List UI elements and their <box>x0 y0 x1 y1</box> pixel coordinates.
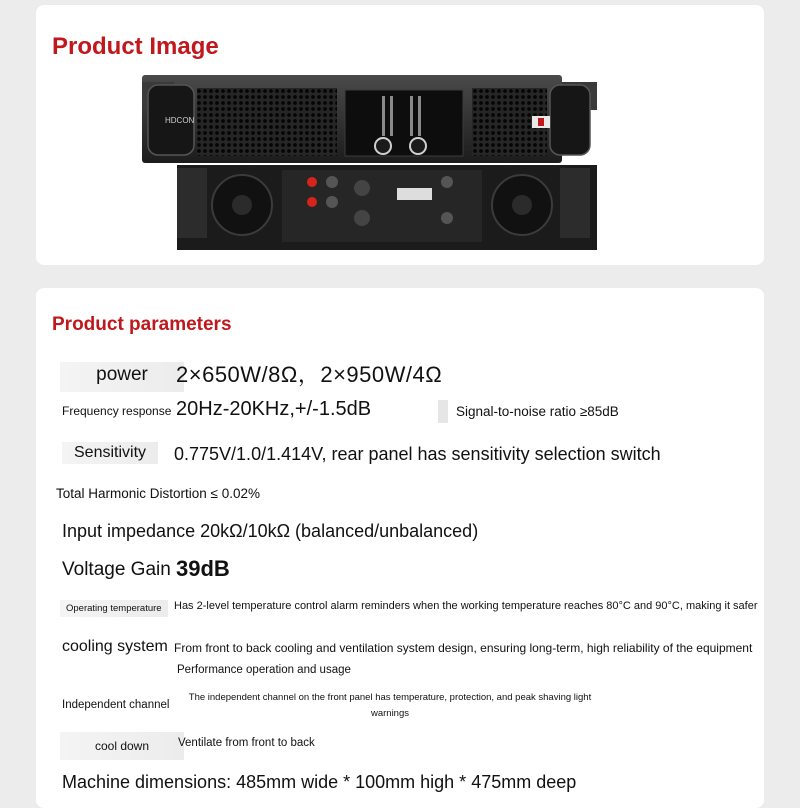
cooling-system-value: From front to back cooling and ventilation system design, ensuring long-term, high reliability of the equipment <box>174 641 753 655</box>
machine-dimensions: Machine dimensions: 485mm wide * 100mm high * 475mm deep <box>62 772 577 792</box>
product-image-title: Product Image <box>52 33 219 60</box>
svg-text:HDCON: HDCON <box>165 116 195 125</box>
independent-channel-label: Independent channel <box>62 699 170 711</box>
cooling-system-label: cooling system <box>62 638 168 655</box>
power-label: power <box>60 362 184 392</box>
cooling-system-value-line2: Performance operation and usage <box>177 664 351 676</box>
frequency-response-value: 20Hz-20KHz,+/-1.5dB <box>176 398 372 420</box>
amplifier-front-panel <box>142 75 597 163</box>
cool-down-label: cool down <box>60 732 184 760</box>
voltage-gain-label: Voltage Gain <box>62 559 171 580</box>
thd-value: Total Harmonic Distortion ≤ 0.02% <box>56 486 260 501</box>
sensitivity-label: Sensitivity <box>62 442 158 464</box>
input-impedance-value: Input impedance 20kΩ/10kΩ (balanced/unbalanced) <box>62 521 479 541</box>
voltage-gain-value: 39dB <box>176 556 230 581</box>
sensitivity-value: 0.775V/1.0/1.414V, rear panel has sensitivity selection switch <box>174 444 661 464</box>
amplifier-product-image <box>142 70 597 255</box>
snr-value: Signal-to-noise ratio ≥85dB <box>438 400 627 423</box>
product-parameters-title: Product parameters <box>52 314 232 335</box>
frequency-response-label: Frequency response <box>62 404 172 418</box>
cool-down-value: Ventilate from front to back <box>178 737 315 749</box>
operating-temperature-value: Has 2-level temperature control alarm reminders when the working temperature reaches 80°C and 90°C, making it safer <box>174 600 758 612</box>
amplifier-rear-panel <box>177 165 597 250</box>
power-value: 2×650W/8Ω，2×950W/4Ω <box>176 362 443 387</box>
operating-temperature-label: Operating temperature <box>60 600 168 617</box>
independent-channel-value: The independent channel on the front panel has temperature, protection, and peak shaving light warnings <box>188 692 592 719</box>
